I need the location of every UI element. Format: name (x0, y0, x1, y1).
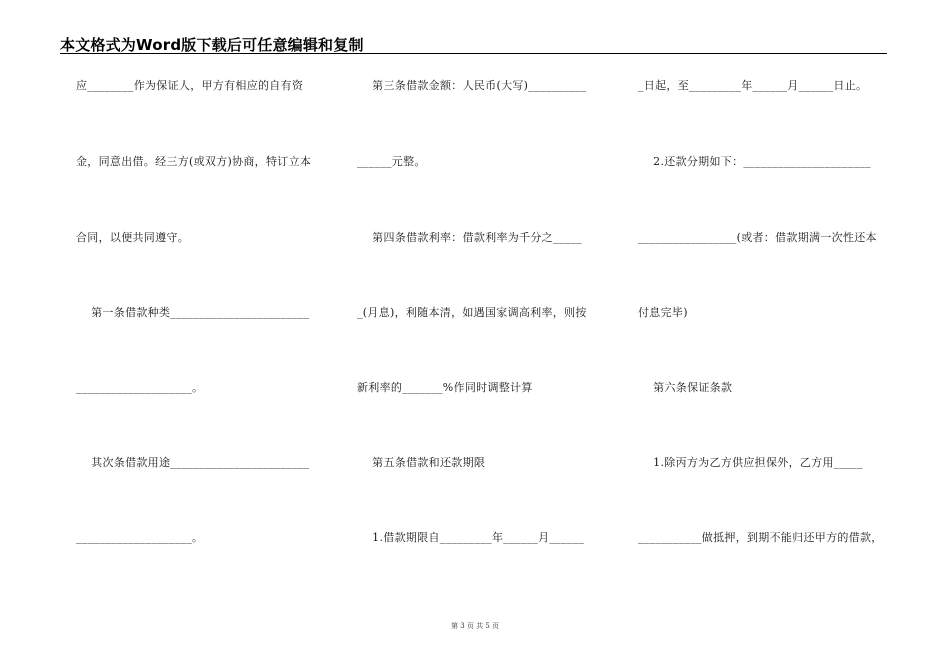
text-line: ____________________。 (76, 531, 204, 544)
text-column-2 (357, 0, 607, 672)
text-line: ____________________。 (76, 381, 204, 394)
text-line: 1.除丙方为乙方供应担保外，乙方用_____ (638, 456, 863, 469)
text-line: 应________作为保证人，甲方有相应的自有资 (76, 79, 304, 92)
text-line: 2.还款分期如下：______________________ (638, 155, 871, 168)
text-line: _(月息)，利随本清，如遇国家调高利率，则按 (357, 306, 587, 319)
text-line: 其次条借款用途________________________ (76, 456, 310, 469)
text-line: 第五条借款和还款期限 (357, 456, 486, 469)
text-line: 第一条借款种类________________________ (76, 306, 310, 319)
document-header-title: 本文格式为Word版下载后可任意编辑和复制 (60, 36, 364, 54)
text-column-1 (76, 0, 326, 672)
text-line: 新利率的_______%作同时调整计算 (357, 381, 533, 394)
text-line: 金，同意出借。经三方(或双方)协商，特订立本 (76, 155, 312, 168)
text-line: 合同，以便共同遵守。 (76, 231, 189, 244)
text-line: 第六条保证条款 (638, 381, 733, 394)
text-line: ______元整。 (357, 155, 426, 168)
text-line: ___________做抵押，到期不能归还甲方的借款， (638, 531, 883, 544)
text-line: 第四条借款利率：借款利率为千分之_____ (357, 231, 582, 244)
text-line: 第三条借款金额：人民币(大写)__________ (357, 79, 587, 92)
text-line: _________________(或者：借款期满一次性还本 (638, 231, 877, 244)
text-line: 付息完毕) (638, 306, 688, 319)
text-line: _日起，至_________年______月______日止。 (638, 79, 868, 92)
text-line: 1.借款期限自_________年______月______ (357, 531, 585, 544)
page-number: 第 3 页 共 5 页 (450, 622, 500, 630)
text-column-3 (638, 0, 888, 672)
